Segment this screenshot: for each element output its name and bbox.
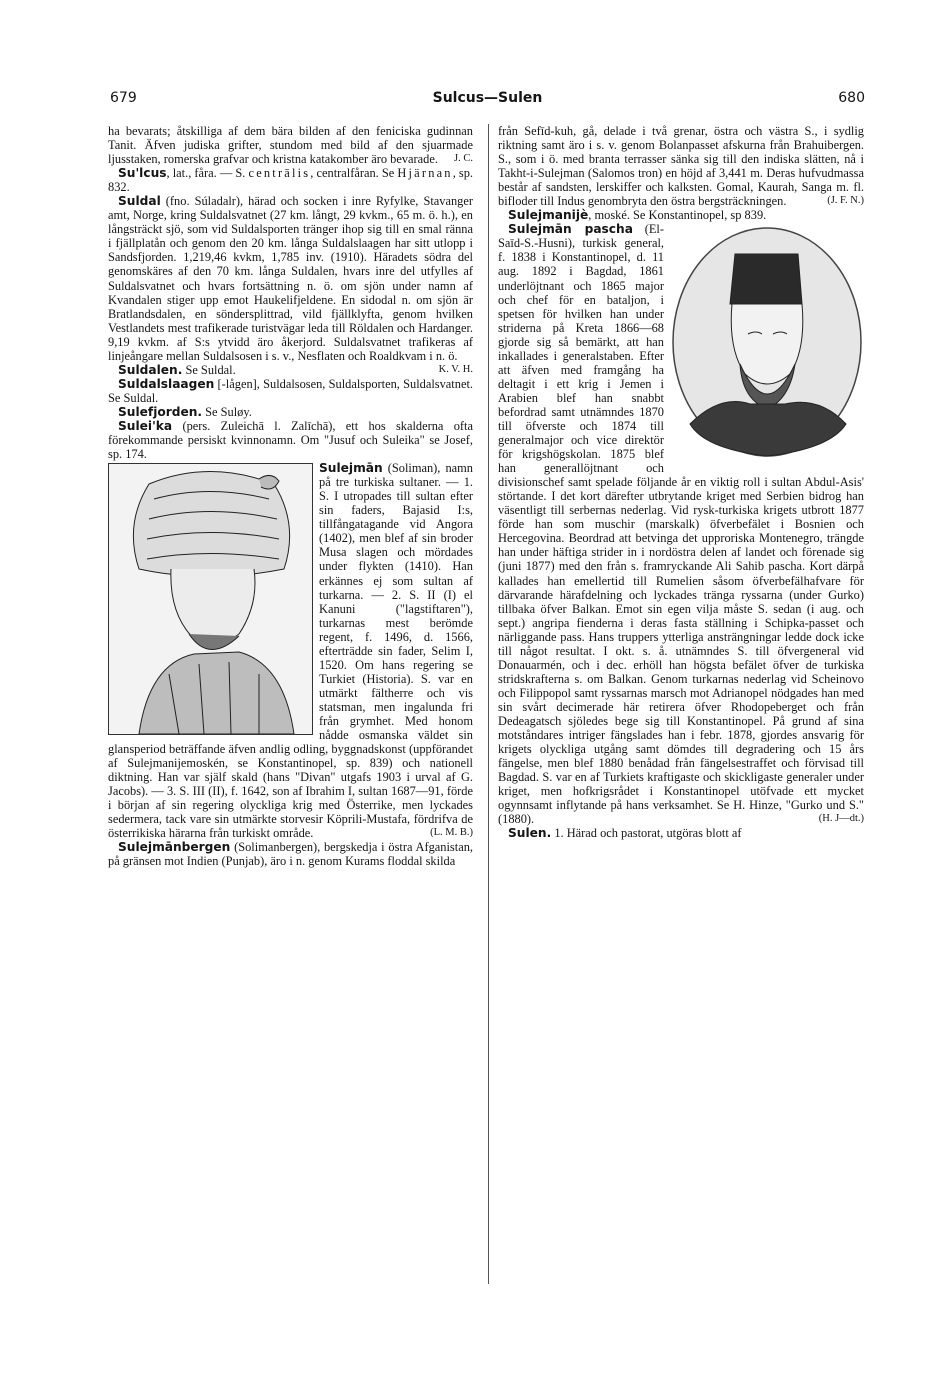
headword: Sulei'ka bbox=[118, 418, 173, 433]
headword: Suldalen. bbox=[118, 362, 183, 377]
page-number-right: 680 bbox=[838, 90, 865, 106]
headword: Sulejmān bbox=[319, 461, 383, 476]
entry-suldalen: Suldalen. Se Suldal. bbox=[118, 362, 236, 377]
page-number-left: 679 bbox=[110, 90, 137, 106]
portrait-sulejman-pascha bbox=[670, 224, 864, 460]
entry-sulejman-pascha: Sulejmān pascha (El-Saīd-S.-Husni), turkisk general, f. 1838 i Konstantinopel, d. 11 aug. 1892 i Bagdad, 1861 underlöjtnant och 1865 major och chef för en bataljon, i spetsen för hvilken han under striderna på Kreta 1866—68 gjorde sig så bemärkt, att han inkallades i generalstaben. Efter att äfven med framgång ha deltagit i ett krig i Jemen i Arabien blef han snabbt befordrad samt utnämndes 1870 till öfverste och 1874 till generalmajor och vice direktör för krigshögskolan. 1875 blef han generallöjtnant och divisionschef samt spelade följande år en viktig roll i sultan Abdul-Asis' störtande. I det kort därefter utbrytande kriget med Serbien bidrog han väsentligt till serbernas nederlag. Vid rysk-turkiska krigets utbrott 1877 förde han som muschir (marskalk) öfverbefälet i Bosnien och Hercegovina. Beordrad att betvinga det upproriska Montenegro, trängde han under häftiga strider in i nordöstra delen af landet och förenade sig (juni 1877) med den från s. framryckande Ali Sahib pascha. Kort därpå kallades han emellertid till Rumelien såsom öfverbefälhafvare för därvarande härafdelning och lyckades tränga ryssarna (under Gurko) tillbaka öfver Balkan. Emot sin egen vilja måste S. sedan (i aug. och sept.) angripa fienderna i deras fasta ställning i Schipka-passet och närliggande pass. Hans truppers ytterliga ansträngningar ledde dock icke till något resultat. I okt. s. å. utnämndes S. till öfvergeneral vid Donauarmén, och i dec. erhöll han högsta befälet öfver de turkiska stridskrafterna s. om Balkan. Genom turkarnas nederlag vid Scheinovo och Filippopol samt ryssarnas marsch mot Adrianopel nödgades han med sin svårt decimerade här retirera öfver Rhodopeberget och från Dedeagatsch sjöledes bege sig till Konstantinopel. På grund af sina motståndares intriger fängslades han i febr. 1878, gjordes ansvarig för krigets olyckliga utgång samt dömdes till degradering och 15 års fängelse, men blef 1880 benådad från fängelsestraffet och förvisad till Bagdad. S. var en af Turkiets kraftigaste och skickligaste generaler under kriget, men hofkrigsrådet i Konstantinopel utöfvade ett mycket ogynnsamt inflytande på hans verksamhet. Se H. Hinze, "Gurko und S." (1880). (H. J—dt.) bbox=[498, 222, 864, 827]
author-signature: K. V. H. bbox=[438, 363, 473, 375]
article-continuation: från Sefīd-kuh, gå, delade i två grenar, östra och västra S., i sydlig riktning samt äro i s. v. genom Bolanpasset afskurna från Brahuibergen. S., som i ö. med branta terrasser sänka sig till den indiska slätten, nå i Takht-i-Sulejman (Salomos tron) en höjd af 3,441 m. Deras hufvudmassa består af sandsten, lerskiffer och kalksten. Gomal, Kaurah, Sanga m. fl. bifloder till Indus genombryta den östra bergsträckningen. (J. F. N.) bbox=[498, 124, 864, 209]
left-column: ha bevarats; åtskilliga af dem bära bilden af den feniciska gudinnan Tanit. Äfven judiska grifter, stundom med bild af den sjuarmade ljusstaken, romerska grafvar och kristna katakomber äro bevarade. J. C. Su'lcus, lat., fåra. — S. centrālis, centralfåran. Se Hjärnan, sp. 832. Suldal (fno. Súladalr), härad och socken i inre Ryfylke, Stavanger amt, Norge, kring Suldalsvatnet (27 km. långt, 29 kvkm., 65 m. ö. h.), en långsträckt sjö, som vid Suldalsporten tränger ihop sig till en smal ränna i fjällplatån och genom den 20 km. långa Suldalslaagen har sitt utlopp i Sandsfjorden. 1,219,46 kvkm, 1,785 inv. (1910). Häradets södra del genomskäres af den 70 km. långa Suldalen, hvars inre del utfylles af Suldalsvatnet och hvars fortsättning n. ö. om sjön under namn af Kvandalen stiger upp emot Haukelifjeldene. En sidodal n. om sjön är Bratlandsdalen, en söndersplittrad, vild fjällklyfta, genom hvilken Vestlandets mest trafikerade turistvägar leda till Röldalen och Hardanger. 9,19 kvkm. af S:s ytvidd äro åkerjord. Suldalsvatnet trafikeras af linjeångare mellan Suldalsosen i s. v., Nesflaten och Roaldkvam i n. ö. K. V. H. Suldalen. Se Suldal. Suldalslaagen [-lågen], Suldalsosen, Suldalsporten, Suldalsvatnet. Se Suldal. Sulefjorden. Se Suløy. Sulei'ka (pers. Zuleichā l. Zalīchā), ett hos skalderna ofta förekommande persiskt kvinnonamn. Om "Jusuf och Suleika" se Josef, sp. 174. Sulejmān (Soliman), namn på tre turkiska sultaner. — 1. S. I utropades till sultan efter sin faders, Bajasid I:s, tillfångatagande vid Angora (1402), men blef af sin broder Musa slagen och mördades under flykten (1410). Han erkännes ej som sultan af turkarna. — 2. S. II (I) el Kanuni ("lagstiftaren"), turkarnas mest berömde regent, f. 1496, d. 1566, efterträdde sin fader, Selim I, 1520. Om hans regering se Turkiet (Historia). S. var en utmärkt fältherre och vis statsman, men ingalunda fri från grymhet. Med honom nådde osmanska väldet sin glansperiod beträffande äfven andlig odling, byggnadskonst (uppförandet af Sulejmanijemoskén, se Konstantinopel, sp. 839) och nationell diktning. Han var själf skald (hans "Divan" utgafs 1903 i urval af G. Jacobs). — 3. S. III (II), f. 1642, son af Ibrahim I, sultan 1687—91, förde i början af sin regering olyckliga krig med Österrike, men lyckades sedermera, tack vare sin utmärkte storvesir Köprili-Mustafa, fördrifva de österrikiska härarna från turkiskt område. (L. M. B.) Sulejmānbergen (Solimanbergen), bergskedja i östra Afganistan, på gränsen mot Indien (Punjab), äro i n. genom Kurams floddal skilda bbox=[108, 124, 474, 869]
headword: Sulefjorden. bbox=[118, 404, 203, 419]
headword: Suldal bbox=[118, 194, 161, 209]
article-continuation: ha bevarats; åtskilliga af dem bära bilden af den feniciska gudinnan Tanit. Äfven judiska grifter, stundom med bild af den sjuarmade ljusstaken, romerska grafvar och kristna katakomber äro bevarade. J. C. bbox=[108, 124, 473, 167]
entry-suldal: Suldal (fno. Súladalr), härad och socken i inre Ryfylke, Stavanger amt, Norge, kring Suldalsvatnet (27 km. långt, 29 kvkm., 65 m. ö. h.), en långsträckt sjö, som vid Suldalsporten tränger ihop sig till en smal ränna i fjällplatån och genom den 20 km. långa Suldalslaagen har sitt utlopp i Sandsfjorden. 1,219,46 kvkm, 1,785 inv. (1910). Häradets södra del genomskäres af den 70 km. långa Suldalen, hvars inre del utfylles af Suldalsvatnet och hvars fortsättning n. ö. om sjön under namn af Kvandalen stiger upp emot Haukelifjeldene. En sidodal n. om sjön är Bratlandsdalen, en söndersplittrad, vild fjällklyfta, genom hvilken Vestlandets mest trafikerade turistvägar leda till Röldalen och Hardanger. 9,19 kvkm. af S:s ytvidd äro åkerjord. Suldalsvatnet trafikeras af linjeångare mellan Suldalsosen i s. v., Nesflaten och Roaldkvam i n. ö. K. V. H. bbox=[108, 194, 473, 363]
entry-sulejmanije: Sulejmanijè, moské. Se Konstantinopel, sp 839. bbox=[508, 208, 767, 223]
author-signature: J. C. bbox=[454, 153, 473, 165]
headword: Sulejmān pascha bbox=[508, 222, 633, 237]
headword: Sulejmanijè bbox=[508, 208, 589, 223]
portrait-sultan-sulejman bbox=[108, 463, 313, 735]
page-header bbox=[110, 90, 865, 114]
entry-sulefjorden: Sulefjorden. Se Suløy. bbox=[118, 404, 252, 419]
headword: Su'lcus bbox=[118, 166, 167, 181]
entry-suldalslaagen: Suldalslaagen [-lågen], Suldalsosen, Suldalsporten, Suldalsvatnet. Se Suldal. bbox=[108, 376, 473, 405]
right-column bbox=[498, 124, 864, 840]
entry-sulcus: Su'lcus, lat., fåra. — S. centrālis, centralfåran. Se Hjärnan, sp. 832. bbox=[108, 166, 474, 195]
author-signature: (H. J—dt.) bbox=[818, 813, 864, 825]
headword: Sulejmānbergen bbox=[118, 840, 231, 855]
column-divider bbox=[488, 124, 489, 1284]
running-head: Sulcus—Sulen bbox=[432, 90, 543, 106]
headword: Suldalslaagen bbox=[118, 376, 215, 391]
author-signature: (J. F. N.) bbox=[827, 195, 864, 207]
entry-sulejmanbergen: Sulejmānbergen (Solimanbergen), bergskedja i östra Afganistan, på gränsen mot Indien (Punjab), äro i n. genom Kurams floddal skilda bbox=[108, 840, 473, 869]
entry-suleika: Sulei'ka (pers. Zuleichā l. Zalīchā), ett hos skalderna ofta förekommande persiskt kvinnonamn. Om "Jusuf och Suleika" se Josef, sp. 174. bbox=[108, 418, 473, 462]
author-signature: (L. M. B.) bbox=[430, 827, 473, 839]
entry-sulen: Sulen. 1. Härad och pastorat, utgöras blott af bbox=[508, 826, 742, 841]
headword: Sulen. bbox=[508, 826, 552, 841]
